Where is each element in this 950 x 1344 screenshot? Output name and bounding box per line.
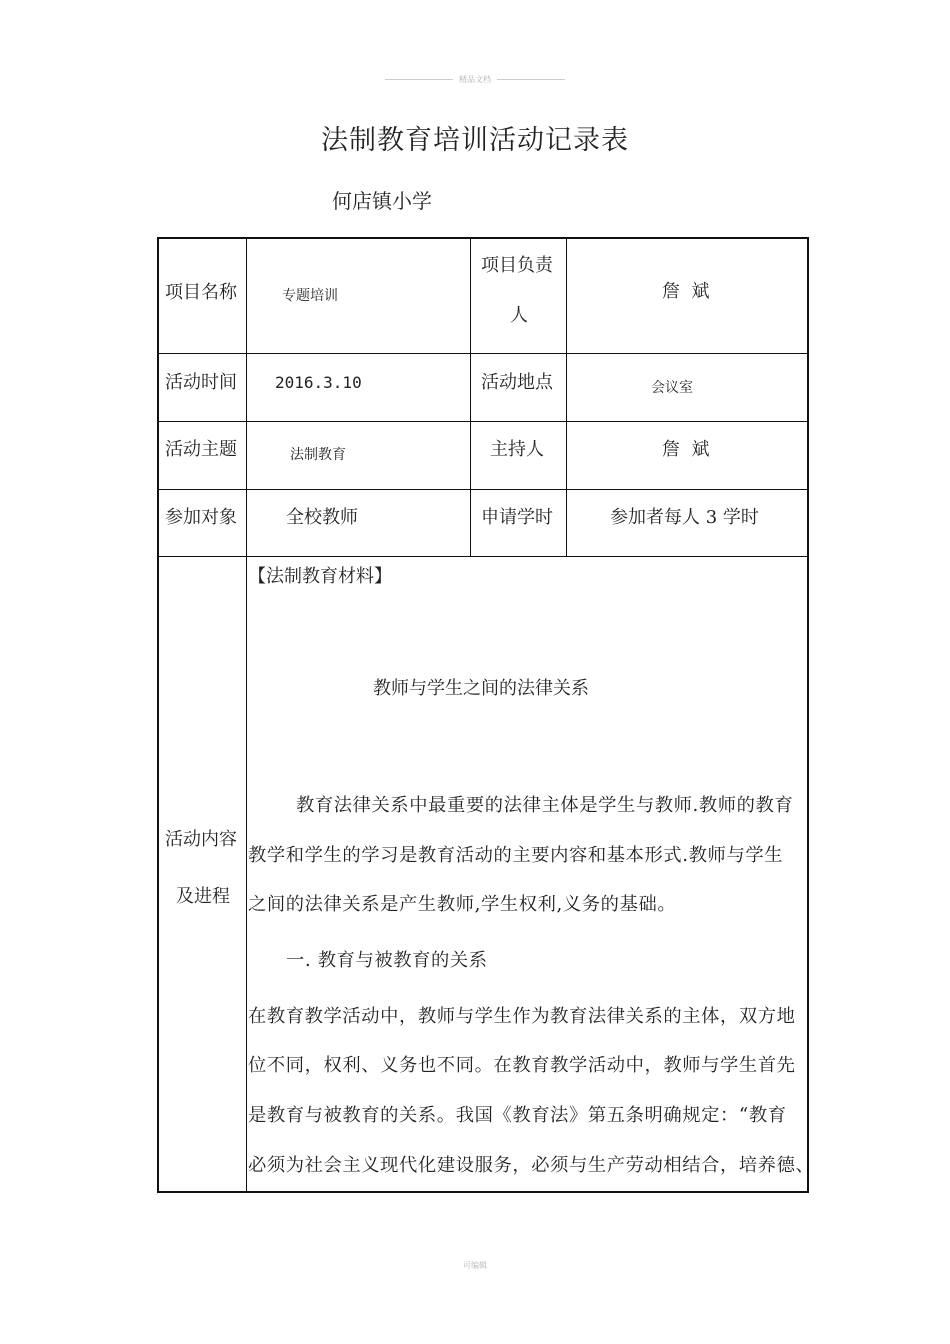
header-watermark xyxy=(385,74,565,85)
content-line-4: 一. 教育与被教育的关系 xyxy=(286,950,488,971)
table-hline-3 xyxy=(158,489,808,490)
article-title: 教师与学生之间的法律关系 xyxy=(373,678,589,699)
project-lead-label-line1: 项目负责 xyxy=(481,255,553,276)
content-line-2: 教学和学生的学习是教育活动的主要内容和基本形式.教师与学生 xyxy=(248,845,784,866)
activity-theme-label: 活动主题 xyxy=(165,439,237,460)
activity-theme-value: 法制教育 xyxy=(290,447,346,463)
host-value: 詹 斌 xyxy=(662,439,710,460)
content-label-line1: 活动内容 xyxy=(165,829,237,850)
content-line-8: 必须为社会主义现代化建设服务，必须与生产劳动相结合，培养德、 xyxy=(248,1155,815,1176)
project-lead-value: 詹 斌 xyxy=(662,281,710,302)
host-label: 主持人 xyxy=(490,439,544,460)
page-title: 法制教育培训活动记录表 xyxy=(321,125,629,156)
project-name-value: 专题培训 xyxy=(282,288,338,304)
material-heading: 【法制教育材料】 xyxy=(248,566,392,587)
header-rule-right xyxy=(497,79,565,80)
participants-label: 参加对象 xyxy=(165,507,237,528)
credit-hours-value: 参加者每人 3 学时 xyxy=(610,507,759,528)
activity-time-label: 活动时间 xyxy=(165,372,237,393)
project-lead-label-line2: 人 xyxy=(510,305,528,326)
project-name-label: 项目名称 xyxy=(165,282,237,303)
content-line-5: 在教育教学活动中，教师与学生作为教育法律关系的主体，双方地 xyxy=(248,1006,796,1027)
footer-watermark: 可编辑 xyxy=(463,1261,487,1270)
content-line-1: 教育法律关系中最重要的法律主体是学生与教师.教师的教育 xyxy=(296,795,794,816)
content-line-3: 之间的法律关系是产生教师,学生权利,义务的基础。 xyxy=(248,894,677,915)
activity-place-label: 活动地点 xyxy=(481,372,553,393)
content-line-7: 是教育与被教育的关系。我国《教育法》第五条明确规定：“教育 xyxy=(248,1105,787,1126)
credit-hours-label: 申请学时 xyxy=(481,507,553,528)
header-watermark-text: 精品文档 xyxy=(459,75,491,84)
activity-place-value: 会议室 xyxy=(651,380,693,396)
table-hline-2 xyxy=(158,421,808,422)
school-name: 何店镇小学 xyxy=(332,189,432,213)
header-rule-left xyxy=(385,79,453,80)
table-hline-1 xyxy=(158,353,808,354)
activity-time-value: 2016.3.10 xyxy=(275,373,362,392)
content-line-6: 位不同，权利、义务也不同。在教育教学活动中，教师与学生首先 xyxy=(248,1055,796,1076)
table-vline-2 xyxy=(470,238,471,556)
content-label-line2: 及进程 xyxy=(176,886,230,907)
participants-value: 全校教师 xyxy=(286,507,358,528)
table-vline-1 xyxy=(246,238,247,1192)
table-vline-3 xyxy=(566,238,567,556)
table-hline-4 xyxy=(158,556,808,557)
